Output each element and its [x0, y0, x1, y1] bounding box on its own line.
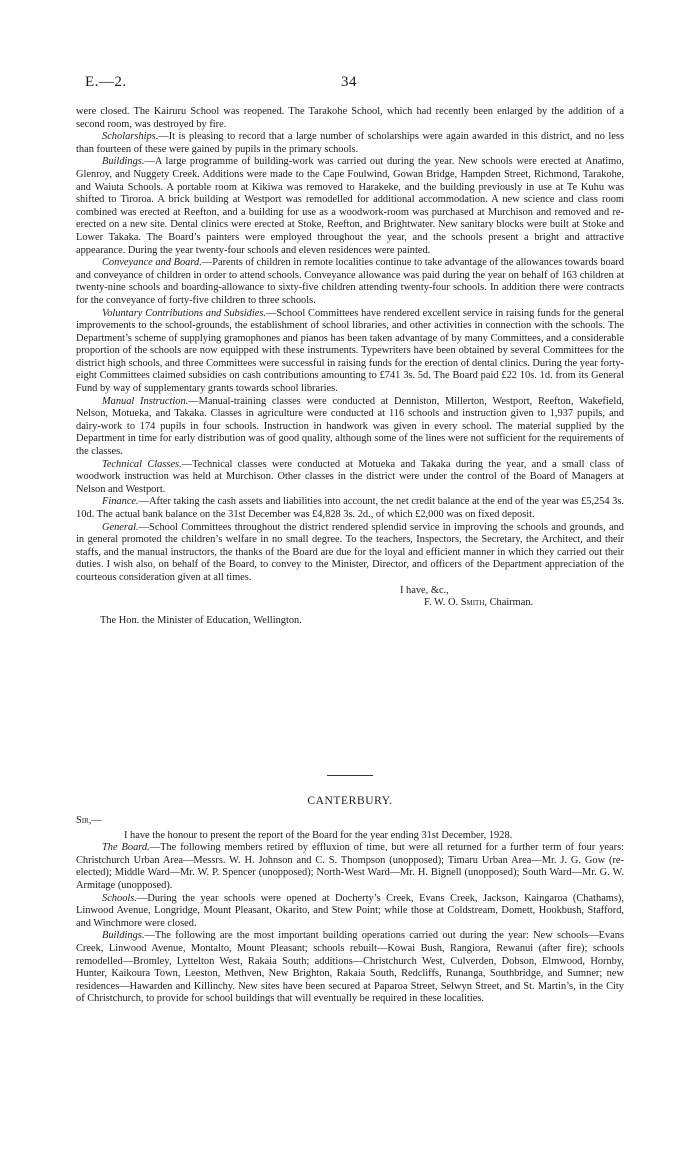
paragraph-contributions [76, 308, 624, 396]
paragraph-scholarships [76, 131, 624, 156]
paragraph-heading: Buildings. [102, 930, 145, 942]
signature-title: , Chairman. [484, 597, 534, 609]
paragraph-heading: Voluntary Contributions and Subsidies. [102, 307, 266, 319]
paragraph-the-board [76, 842, 624, 892]
closing-line: I have, &c., [400, 584, 449, 596]
section-divider [327, 775, 373, 776]
paragraph-text: were closed. The Kairuru School was reopened. The Tarakohe School, which had recently been enlarged by the addition of a second room, was destroyed by fire. [76, 106, 624, 130]
paragraph-heading: The Board. [102, 842, 150, 854]
paragraph-text: —The following members retired by effluxion of time, but were all returned for a further term of four years: Christchurch Urban Area—Messrs. W. H. Johnson and C. S. Thompson (unopposed); Timaru Urban Area—Mr. J. G. Gow (re-elected); Middle Ward—Mr. W. P. Spencer (unopposed); North-West Ward—Mr. H. Bignell (unopposed); South Ward—Mr. G. W. Armitage (unopposed). [76, 842, 625, 891]
paragraph-general [76, 522, 624, 585]
paragraph-text: —The following are the most important building operations carried out during the year: New schools—Evans Creek, Linwood Avenue, Montalto, Mount Pleasant; schools rebuilt—Kowai Bush, Rangiora, Rewanui (after fire); schools remodelled—Bromley, Lyttelton West, Rakaia South; additions—Christchurch West, Culverden, Dobson, Elmwood, Hornby, Hunter, Kaikoura Town, Leeston, Methven, New Brighton, Rakaia South, Redcliffs, Runanga, Southbridge, and Sumner; new residences—Hawarden and Killinchy. New sites have been secured at Paparoa Street, Selwyn Street, and St. Martin’s, in the City of Christchurch, to provide for school buildings that will eventually be required in these localities. [76, 930, 624, 1005]
paragraph-heading: Schools. [102, 892, 137, 904]
paragraph-heading: Technical Classes. [102, 458, 182, 470]
signature [76, 597, 624, 610]
paragraph-heading: Manual Instruction. [102, 395, 189, 407]
paragraph-manual-instruction [76, 396, 624, 459]
paragraph-technical-classes [76, 459, 624, 497]
paragraph-text: —School Committees have rendered excellent service in raising funds for the general improvements to the school-grounds, the establishment of school libraries, and other activities in connection with the schools. The Department’s scheme of supplying gramophones and pianos has been taken advantage of by many Committees, and a considerable proportion of the schools are now equipped with these instruments. Typewriters have been obtained by several Committees for the district high schools, and three Committees were successful in raising funds for the erection of dental clinics. During the year forty-eight Committees claimed subsidies on cash contributions amounting to £741 3s. 5d. The Board paid £22 10s. 1d. from its General Fund by way of supplementary grants towards school libraries. [76, 307, 625, 395]
paragraph-text: —After taking the cash assets and liabilities into account, the net credit balance at the end of the year was £5,254 3s. 10d. The actual bank balance on the 31st December was £4,828 3s. 2d., of which £2,000 was on fixed deposit. [76, 496, 624, 520]
section-title: CANTERBURY. [307, 795, 393, 807]
paragraph-buildings [76, 156, 624, 257]
paragraph-continuation [76, 106, 624, 131]
canterbury-report-body [76, 815, 624, 1006]
paragraph-buildings [76, 930, 624, 1006]
paragraph-text: —Manual-training classes were conducted at Denniston, Millerton, Westport, Reefton, Wakefield, Nelson, Motueka, and Takaka. Classes in agriculture were conducted at 116 schools and instruction given to 1,937 pupils, and dairy-work to 174 pupils in four schools. Instruction in handwork was given in every school. The material supplied by the Department in time for early distribution was of good quality, although some of the lines were not sufficient for the requirements of the classes. [76, 395, 625, 458]
paragraph-text: —During the year schools were opened at Docherty’s Creek, Evans Creek, Jackson, Kaingaroa (Chathams), Linwood Avenue, Longridge, Mount Pleasant, Okarito, and Stew Point; while those at Coldstream, Domett, Hookbush, Stafford, and Winchmore were closed. [76, 892, 624, 929]
paragraph-opening [76, 830, 624, 843]
paragraph-heading: Finance. [102, 496, 139, 508]
report-code: E.—2. [85, 74, 127, 90]
paragraph-heading: Buildings. [102, 156, 145, 168]
page-number: 34 [341, 74, 357, 90]
signature-surname: Smith [460, 597, 485, 609]
paragraph-text: —School Committees throughout the district rendered splendid service in improving the schools and grounds, and in general promoted the children’s welfare in no small degree. To the teachers, Inspectors, the Secretary, the Architect, and their staffs, and the manual instructors, the thanks of the Board are due for the loyal and efficient manner in which they carried out their duties. I wish also, on behalf of the Board, to convey to the Minister, Director, and officers of the Department appreciation of the courteous consideration given at all times. [76, 521, 624, 583]
paragraph-text: I have the honour to present the report of the Board for the year ending 31st December, 1928. [124, 829, 513, 841]
paragraph-text: —Parents of children in remote localities continue to take advantage of the allowances towards board and conveyance of children in order to attend schools. Conveyance allowance was paid during the year on behalf of 163 children at twenty-nine schools and boarding-allowance to sixty-five children attending twenty-four schools. In addition there were contracts for the conveyance of forty-five children to three schools. [76, 257, 624, 306]
paragraph-text: —It is pleasing to record that a large number of scholarships were again awarded in this district, and no less than fourteen of these were gained by pupils in the primary schools. [76, 131, 624, 155]
paragraph-heading: Scholarships. [102, 131, 159, 143]
addressee: The Hon. the Minister of Education, Wellington. [100, 614, 302, 626]
paragraph-conveyance [76, 257, 624, 307]
paragraph-text: —A large programme of building-work was carried out during the year. New schools were erected at Anatimo, Glenroy, and Nuggety Creek. Additions were made to the Cape Foulwind, Gowan Bridge, Hampden Street, Richmond, Tarakohe, and Waiuta Schools. A portable room at Kikiwa was removed to Harakeke, and the building previously in use at Te Kuhu was shifted to Tiroroa. A brick building at Westport was remodelled for additional accommodation. A new science and class room combined was erected at Reefton, and a building for use as a woodwork-room was purchased at Murchison and removed and re-erected on a new site. Dental clinics were erected at Stoke, Reefton, and Brightwater. New sanitary blocks were built at Stoke and Lower Takaka. The Board’s painters were employed throughout the year, and the schools present a bright and attractive appearance. During the year twenty-four schools and eleven residences were painted. [76, 156, 624, 256]
paragraph-heading: Conveyance and Board. [102, 257, 202, 269]
salutation: Sir,— [76, 815, 102, 826]
paragraph-schools [76, 893, 624, 931]
paragraph-heading: General. [102, 521, 139, 533]
nelson-report-body [76, 106, 624, 627]
paragraph-text: —Technical classes were conducted at Motueka and Takaka during the year, and a small class of woodwork instruction was held at Murchison. Other classes in the district were under the control of the Board of Managers at Nelson and Westport. [76, 458, 624, 495]
signature-initials: F. W. O. [424, 597, 459, 609]
paragraph-finance [76, 496, 624, 521]
